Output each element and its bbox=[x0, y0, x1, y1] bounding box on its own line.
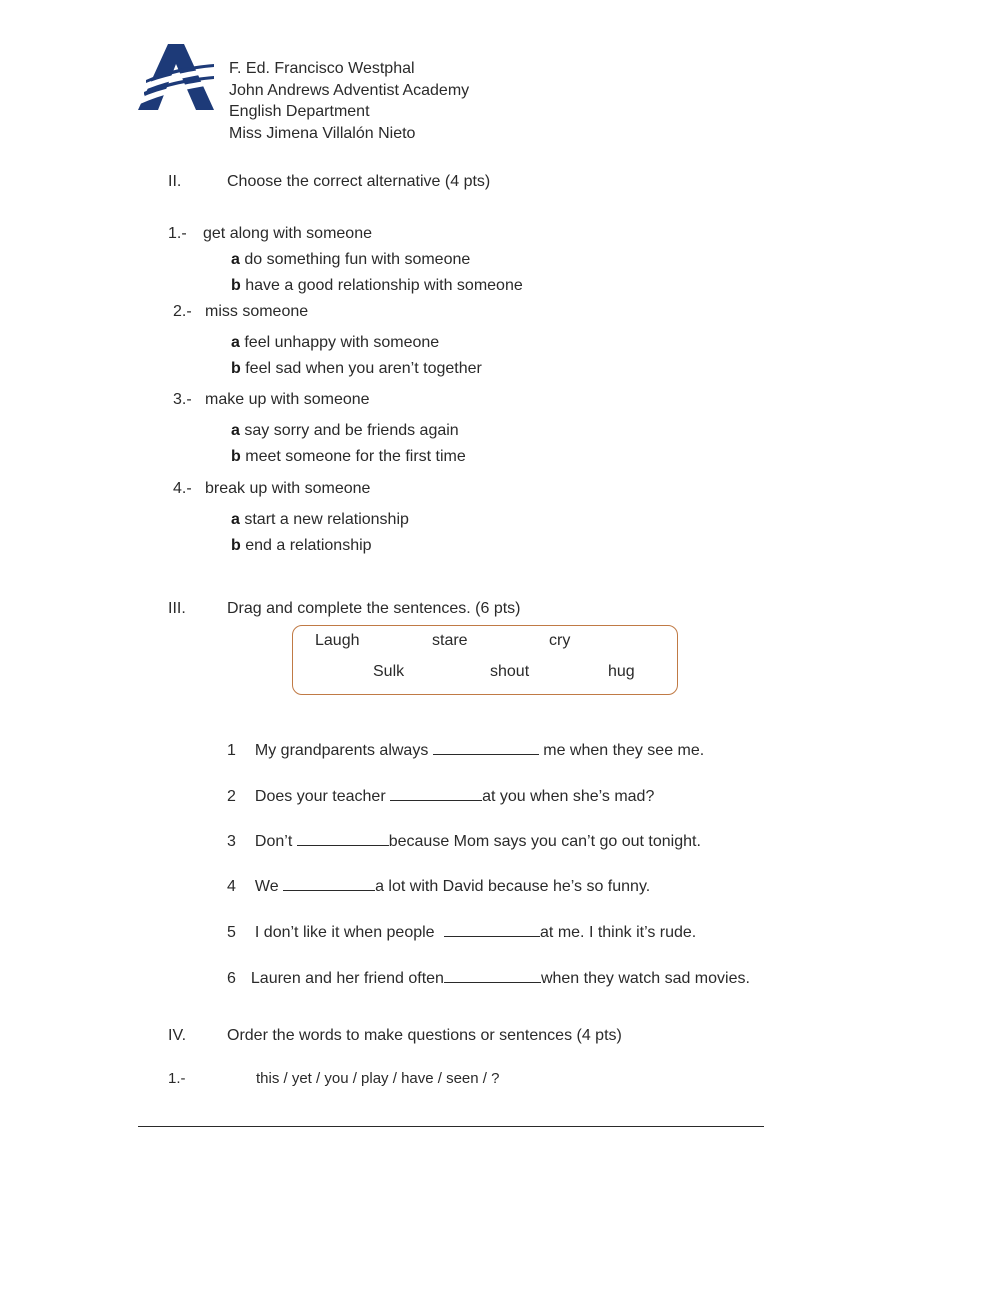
sentence bbox=[227, 922, 696, 943]
option-text: feel sad when you aren’t together bbox=[245, 360, 482, 377]
question-text: miss someone bbox=[205, 303, 309, 320]
section-title: Order the words to make questions or sentences (4 pts) bbox=[227, 1027, 622, 1044]
option-text: have a good relationship with someone bbox=[245, 277, 523, 294]
draggable-word[interactable]: shout bbox=[490, 663, 530, 680]
header-line: Miss Jimena Villalón Nieto bbox=[229, 125, 416, 142]
sentence-after: at you when she’s mad? bbox=[482, 788, 655, 805]
header-line: F. Ed. Francisco Westphal bbox=[229, 60, 415, 77]
draggable-word[interactable]: Laugh bbox=[315, 632, 360, 649]
draggable-word[interactable]: stare bbox=[432, 632, 468, 649]
sentence bbox=[227, 968, 750, 989]
option-text: say sorry and be friends again bbox=[244, 422, 459, 439]
section-title: Drag and complete the sentences. (6 pts) bbox=[227, 600, 521, 617]
option-letter: b bbox=[231, 537, 241, 554]
option[interactable] bbox=[231, 421, 459, 441]
option-text: feel unhappy with someone bbox=[244, 334, 440, 351]
sentence-after: when they watch sad movies. bbox=[540, 970, 750, 987]
sentence-after: at me. I think it’s rude. bbox=[540, 924, 697, 941]
draggable-word[interactable]: Sulk bbox=[373, 663, 405, 680]
sentence-before: Does your teacher bbox=[254, 788, 386, 805]
sentence-number: 2 bbox=[227, 788, 236, 805]
sentence-number: 6 bbox=[227, 970, 236, 987]
sentence bbox=[227, 740, 704, 761]
option-letter: a bbox=[231, 511, 240, 528]
question-number: 1.- bbox=[168, 1070, 186, 1087]
drop-blank[interactable] bbox=[297, 831, 389, 846]
sentence-before: We bbox=[254, 878, 279, 895]
option-letter: b bbox=[231, 360, 241, 377]
question-text: break up with someone bbox=[205, 480, 371, 497]
option-text: end a relationship bbox=[245, 537, 372, 554]
option-text: do something fun with someone bbox=[244, 251, 471, 268]
sentence-before: Don’t bbox=[254, 833, 293, 850]
option[interactable] bbox=[231, 276, 523, 296]
word-bank bbox=[292, 625, 678, 695]
question-number: 1.- bbox=[168, 225, 187, 242]
sentence bbox=[227, 876, 650, 897]
drop-blank[interactable] bbox=[433, 740, 539, 755]
sentence bbox=[227, 786, 654, 807]
sentence-after: because Mom says you can’t go out tonight. bbox=[388, 833, 701, 850]
sentence-number: 5 bbox=[227, 924, 236, 941]
drop-blank[interactable] bbox=[283, 876, 375, 891]
sentence-after: a lot with David because he’s so funny. bbox=[375, 878, 651, 895]
option-letter: a bbox=[231, 251, 240, 268]
option-text: meet someone for the first time bbox=[245, 448, 466, 465]
sentence-before: Lauren and her friend often bbox=[250, 970, 444, 987]
draggable-word[interactable]: hug bbox=[608, 663, 635, 680]
section-title: Choose the correct alternative (4 pts) bbox=[227, 173, 491, 190]
header-line: John Andrews Adventist Academy bbox=[229, 82, 470, 99]
draggable-word[interactable]: cry bbox=[549, 632, 571, 649]
option[interactable] bbox=[231, 510, 409, 530]
option-letter: b bbox=[231, 277, 241, 294]
sentence-number: 4 bbox=[227, 878, 236, 895]
option-letter: a bbox=[231, 422, 240, 439]
sentence bbox=[227, 831, 701, 852]
sentence-before: I don’t like it when people bbox=[254, 924, 435, 941]
option-letter: b bbox=[231, 448, 241, 465]
option[interactable] bbox=[231, 250, 470, 270]
sentence-before: My grandparents always bbox=[254, 742, 429, 759]
scrambled-words: this / yet / you / play / have / seen / ? bbox=[256, 1070, 500, 1087]
sentence-number: 3 bbox=[227, 833, 236, 850]
header-line: English Department bbox=[229, 103, 370, 120]
option[interactable] bbox=[231, 536, 372, 556]
sentence-after: me when they see me. bbox=[543, 742, 705, 759]
section-numeral: III. bbox=[168, 600, 186, 617]
option[interactable] bbox=[231, 359, 482, 379]
drop-blank[interactable] bbox=[390, 786, 482, 801]
question-number: 3.- bbox=[173, 391, 192, 408]
academy-logo-icon bbox=[138, 42, 214, 112]
drop-blank[interactable] bbox=[444, 922, 540, 937]
question-number: 2.- bbox=[173, 303, 192, 320]
option-letter: a bbox=[231, 334, 240, 351]
question-number: 4.- bbox=[173, 480, 192, 497]
answer-line[interactable] bbox=[138, 1126, 764, 1127]
sentence-number: 1 bbox=[227, 742, 236, 759]
option-text: start a new relationship bbox=[244, 511, 409, 528]
drop-blank[interactable] bbox=[444, 968, 541, 983]
question-text: get along with someone bbox=[203, 225, 372, 242]
section-numeral: II. bbox=[168, 173, 182, 190]
question-text: make up with someone bbox=[205, 391, 370, 408]
section-numeral: IV. bbox=[168, 1027, 187, 1044]
option[interactable] bbox=[231, 447, 466, 467]
option[interactable] bbox=[231, 333, 439, 353]
